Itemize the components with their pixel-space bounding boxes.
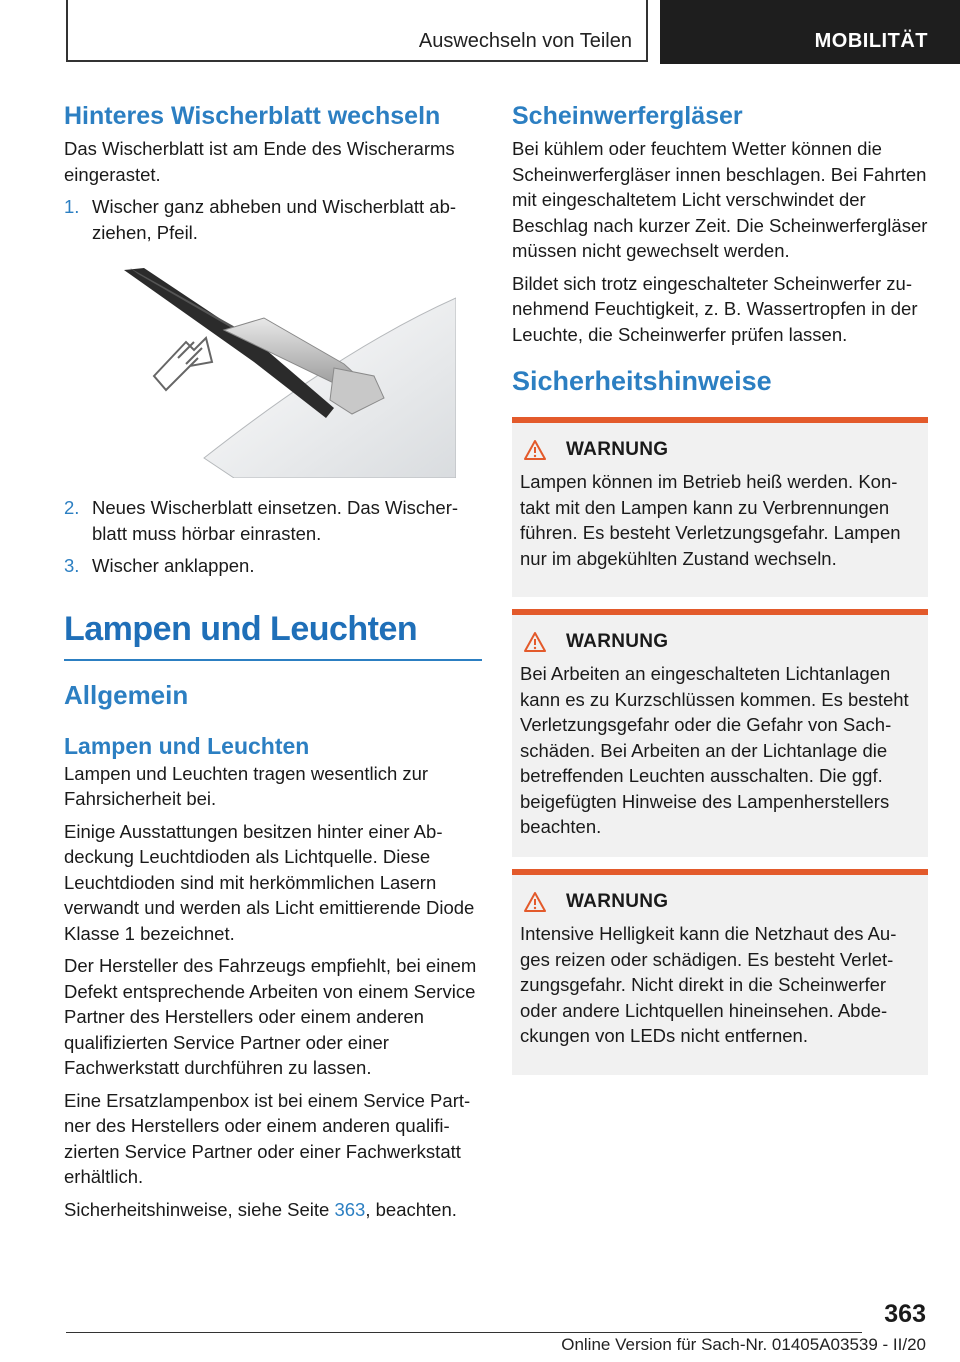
step-2 — [64, 495, 482, 546]
warning-box — [512, 869, 928, 1075]
paragraph: Bei kühlem oder feuchtem Wetter können die Scheinwerfergläser innen beschlagen. Bei Fahrten mit eingeschaltetem Licht verschwindet der Beschlag nach kurzer Zeit. Die Scheinwerfergläser müssen nicht gewechselt werden. — [512, 138, 928, 261]
warning-box — [512, 417, 928, 597]
lamps-subheading: Lampen und Leuchten — [64, 732, 310, 759]
warning-header — [520, 631, 920, 653]
paragraph: Einige Ausstattungen besitzen hinter einer Abdeckung Leuchtdioden als Lichtquelle. Diese Leuchtdioden sind mit herkömmlichen Lasern verwandt und werden als Licht emittierende Diode Klasse 1 bezeichnet. — [64, 820, 475, 944]
online-version-note: Online Version für Sach-Nr. 01405A03539 - II/20 — [561, 1335, 926, 1354]
step-text: Wischer ganz abheben und Wischerblatt abziehen, Pfeil. — [92, 196, 457, 243]
warning-text: Lampen können im Betrieb heiß werden. Kontakt mit den Lampen kann zu Verbrennungen führen. Es besteht Verletzungsgefahr. Lampen nur im abgekühlten Zustand wechseln. — [520, 471, 901, 569]
warning-title: WARNUNG — [566, 891, 669, 912]
safety-ref-pre: Sicherheitshinweise, siehe Seite — [64, 1198, 335, 1220]
chapter-title: Auswechseln von Teilen — [418, 30, 632, 52]
warning-triangle-icon — [524, 439, 546, 461]
safety-reference — [64, 1197, 482, 1223]
chapter-tab — [66, 0, 648, 62]
step-number: 3. — [64, 555, 80, 576]
page-header — [0, 0, 960, 66]
paragraph: Bildet sich trotz eingeschalteter Scheinwerfer zunehmend Feuchtigkeit, z. B. Wassertropfen in der Leuchte, die Scheinwerfer prüfen lassen. — [512, 272, 918, 345]
section-tab — [660, 0, 960, 64]
page-link[interactable]: 363 — [334, 1198, 366, 1220]
warning-text: Intensive Helligkeit kann die Netzhaut des Auges reizen oder schädigen. Es besteht Verletzungsgefahr. Nicht direkt in die Scheinwerfer oder andere Lichtquellen hineinsehen. Abdeckungen von LEDs nicht entfernen. — [520, 923, 897, 1046]
lamps-heading: Lampen und Leuchten — [64, 607, 482, 661]
wiper-intro: Das Wischerblatt ist am Ende des Wischerarms eingerastet. — [64, 138, 455, 185]
paragraph: Lampen und Leuchten tragen wesentlich zur Fahrsicherheit bei. — [64, 762, 429, 809]
safety-heading: Sicherheitshinweise — [512, 366, 772, 396]
warning-title: WARNUNG — [566, 631, 669, 652]
warning-title: WARNUNG — [566, 439, 669, 460]
page-number: 363 — [884, 1300, 926, 1328]
step-number: 2. — [64, 497, 80, 518]
step-1 — [64, 194, 482, 245]
paragraph: Der Hersteller des Fahrzeugs empfiehlt, bei einem Defekt entsprechende Arbeiten von einem Service Partner des Herstellers oder einem anderen qualifizierten Service Partner oder einer Fachwerkstatt durchführen zu lassen. — [64, 955, 477, 1078]
section-title: MOBILITÄT — [814, 30, 928, 52]
step-number: 1. — [64, 196, 80, 217]
warning-header — [520, 439, 920, 461]
warning-box — [512, 609, 928, 857]
warning-triangle-icon — [524, 631, 546, 653]
left-column — [64, 100, 482, 1229]
step-text: Neues Wischerblatt einsetzen. Das Wischerblatt muss hörbar einrasten. — [92, 497, 459, 544]
warning-header — [520, 891, 920, 913]
wiper-heading: Hinteres Wischerblatt wechseln — [64, 102, 441, 130]
lenses-heading: Scheinwerfergläser — [512, 102, 743, 130]
safety-ref-post: , beachten. — [365, 1198, 457, 1220]
step-text: Wischer anklappen. — [92, 555, 255, 576]
general-heading: Allgemein — [64, 679, 189, 710]
paragraph: Eine Ersatzlampenbox ist bei einem Service Partner des Herstellers oder einem anderen qualifizierten Service Partner oder einer Fachwerkstatt erhältlich. — [64, 1089, 471, 1187]
warning-text: Bei Arbeiten an eingeschalteten Lichtanlagen kann es zu Kurzschlüssen kommen. Es besteht Verletzungsgefahr oder die Gefahr von Sachschäden. Bei Arbeiten an der Lichtanlage die betreffenden Leuchten ausschalten. Die ggf. beigefügten Hinweise des Lampenherstellers beachten. — [520, 663, 909, 837]
wiper-illustration — [94, 258, 456, 478]
footer-divider — [66, 1332, 862, 1333]
right-column — [512, 100, 928, 1075]
step-3 — [64, 553, 482, 579]
warning-triangle-icon — [524, 891, 546, 913]
